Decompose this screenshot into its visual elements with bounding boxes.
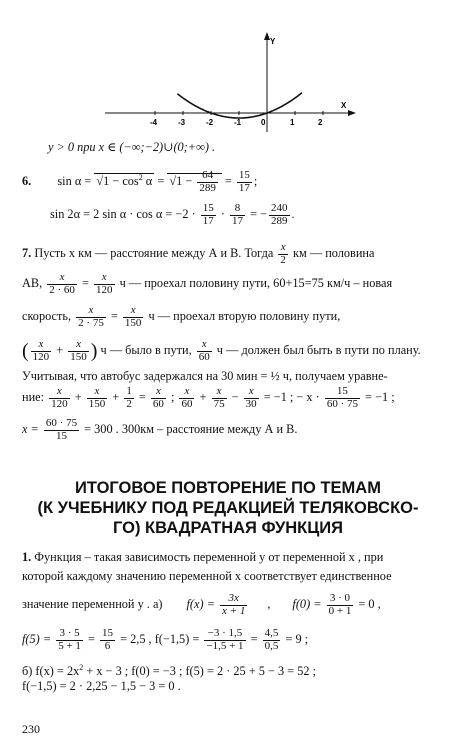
problem-7-line-2: АВ, $\frac{x}{2 \cdot 60}$ = $\frac{x}{120}$ ч — проехал половину пути, 60+15=75 км/ч – новая [22, 271, 393, 296]
problem-7-line-4: ( $\frac{x}{120}$ + $\frac{x}{150}$ ) ч — было в пути, $\frac{x}{60}$ ч — должен был быть в пути по плану. [22, 338, 421, 363]
page-number: 230 [22, 722, 40, 736]
x-axis-label: X [341, 101, 347, 110]
answer-text: y > 0 при x ∈ (−∞;−2)∪(0;+∞) . [48, 140, 216, 154]
answer-line [48, 140, 215, 155]
p6-lhs: sin α = [57, 174, 95, 189]
problem-7-line-7: x = $\frac{60 \cdot 75}{15}$ = 300 . 300км – расстояние между А и В. [22, 417, 298, 442]
x-tick-label: -4 [150, 118, 158, 127]
problem-1-line-1: 1. Функция – такая зависимость переменной y от переменной x , при [22, 550, 384, 564]
p6-sqrt-1: $√1 - \cos^2 \alpha$ [96, 173, 153, 189]
section-heading-line-3: ГО) КВАДРАТНАЯ ФУНКЦИЯ [113, 519, 343, 537]
x-tick-label: 1 [290, 118, 295, 127]
problem-7-line-3: скорость, $\frac{x}{2 \cdot 75}$ = $\frac{x}{150}$ ч — проехал вторую половину пути, [22, 304, 341, 329]
p6-sqrt-2: √1 − $\frac{64}{289}$ [167, 173, 221, 188]
parabola-graph [100, 30, 360, 135]
x-axis-arrow [348, 110, 356, 116]
problem-6-line-1: 6. $\sin \alpha = √1 - \cos^2 \alpha = √1$ − $\frac{64}{289}$ = $\frac{15}{17}$ ; [22, 169, 258, 194]
problem-1-line-2: которой каждому значению переменной x соответствует единственное [22, 569, 392, 583]
x-tick-label: -2 [206, 118, 214, 127]
problem-7-number: 7. [22, 246, 32, 260]
problem-1-line-3: значение переменной y . а) f(x) = $\frac{3x}{x + 1}$ , f(0) = $\frac{3 \cdot 0}{0 + 1}$ = 0 , [22, 592, 381, 617]
x-tick-label: -3 [178, 118, 186, 127]
problem-7-line-1: 7. Пусть x км — расстояние между А и В. Тогда $\frac{x}{2}$ км — половина [22, 241, 375, 266]
problem-1-line-5: б) $f(x) = 2x^2 + x - 3$ ; f(0) = −3 ; f(5) = 2 · 25 + 5 − 3 = 52 ; [22, 663, 316, 679]
problem-7-line-6: ние: $\frac{x}{120}$ + $\frac{x}{150}$ + $\frac{1}{2}$ = $\frac{x}{60}$ ; $\frac{x}{60}$ + $\frac{x}{75}$ − $\frac{x}{30}$ = −1 ; − x · $\frac{15}{60 \cdot 75}$ = −1 ; [22, 385, 395, 410]
problem-6-line-2: sin 2α = 2 sin α · cos α = −2 · $\frac{15}{17}$ · $\frac{8}{17}$ = − $\frac{240}{289}$ . [50, 202, 295, 227]
x-tick-label: 0 [261, 118, 266, 127]
y-axis-label: Y [270, 37, 276, 46]
problem-7-line-5: Учитывая, что автобус задержался на 30 мин = ½ ч, получаем уравне- [22, 369, 388, 383]
problem-6-number: 6. [22, 174, 32, 189]
x-tick-label: 2 [318, 118, 323, 127]
problem-1-line-4: f(5) = $\frac{3 \cdot 5}{5 + 1}$ = $\frac{15}{6}$ = 2,5 , f(−1,5) = $\frac{-3 \cdot 1,5}{-1,5 + 1}$ = $\frac{4,5}{0,5}$ = 9 ; [22, 627, 309, 652]
section-heading-line-1: ИТОГОВОЕ ПОВТОРЕНИЕ ПО ТЕМАМ [75, 479, 381, 497]
problem-1-line-6: f(−1,5) = 2 · 2,25 − 1,5 − 3 = 0 . [22, 679, 181, 693]
parabola-curve [177, 93, 302, 118]
x-tick-label: -1 [234, 118, 242, 127]
section-heading-line-2: (К УЧЕБНИКУ ПОД РЕДАКЦИЕЙ ТЕЛЯКОВСКО- [37, 499, 419, 517]
problem-1-number: 1. [22, 550, 32, 564]
